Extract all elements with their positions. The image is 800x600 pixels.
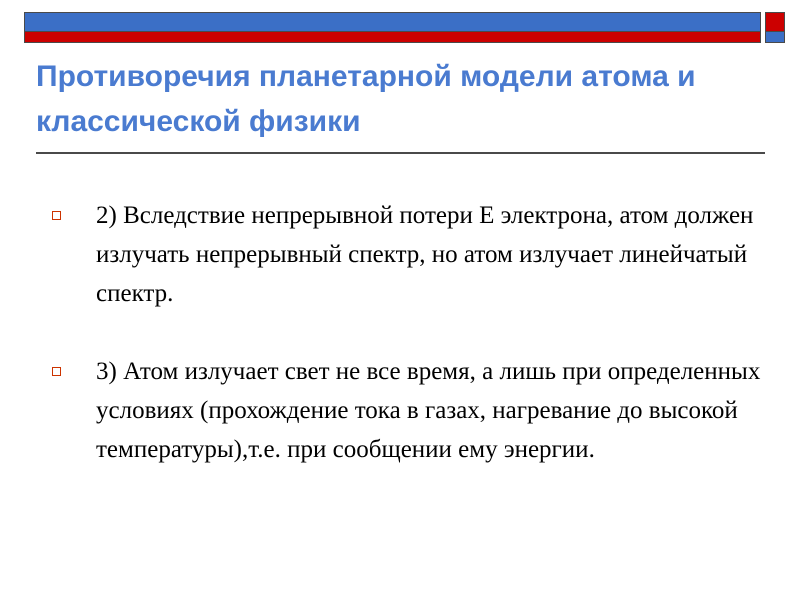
slide-title: Противоречия планетарной модели атома и классической физики — [36, 60, 696, 138]
header-bar-red — [24, 32, 761, 43]
header-bar-blue — [24, 12, 761, 32]
title-divider — [36, 152, 765, 154]
hollow-square-icon — [52, 367, 61, 376]
bullet-list — [52, 196, 762, 469]
bullet-text: 3) Атом излучает свет не все время, а лишь при определенных условиях (прохождение тока в газах, нагревание до высокой температуры),т.е. при сообщении ему энергии. — [96, 358, 761, 463]
bullet-text: 2) Вследствие непрерывной потери Е электрона, атом должен излучать непрерывный спектр, но атом излучает линейчатый спектр. — [96, 202, 754, 307]
bullet-item — [52, 196, 762, 313]
header-square-red — [765, 12, 785, 32]
header-square-blue — [765, 32, 785, 43]
hollow-square-icon — [52, 211, 61, 220]
bullet-item — [52, 352, 762, 469]
